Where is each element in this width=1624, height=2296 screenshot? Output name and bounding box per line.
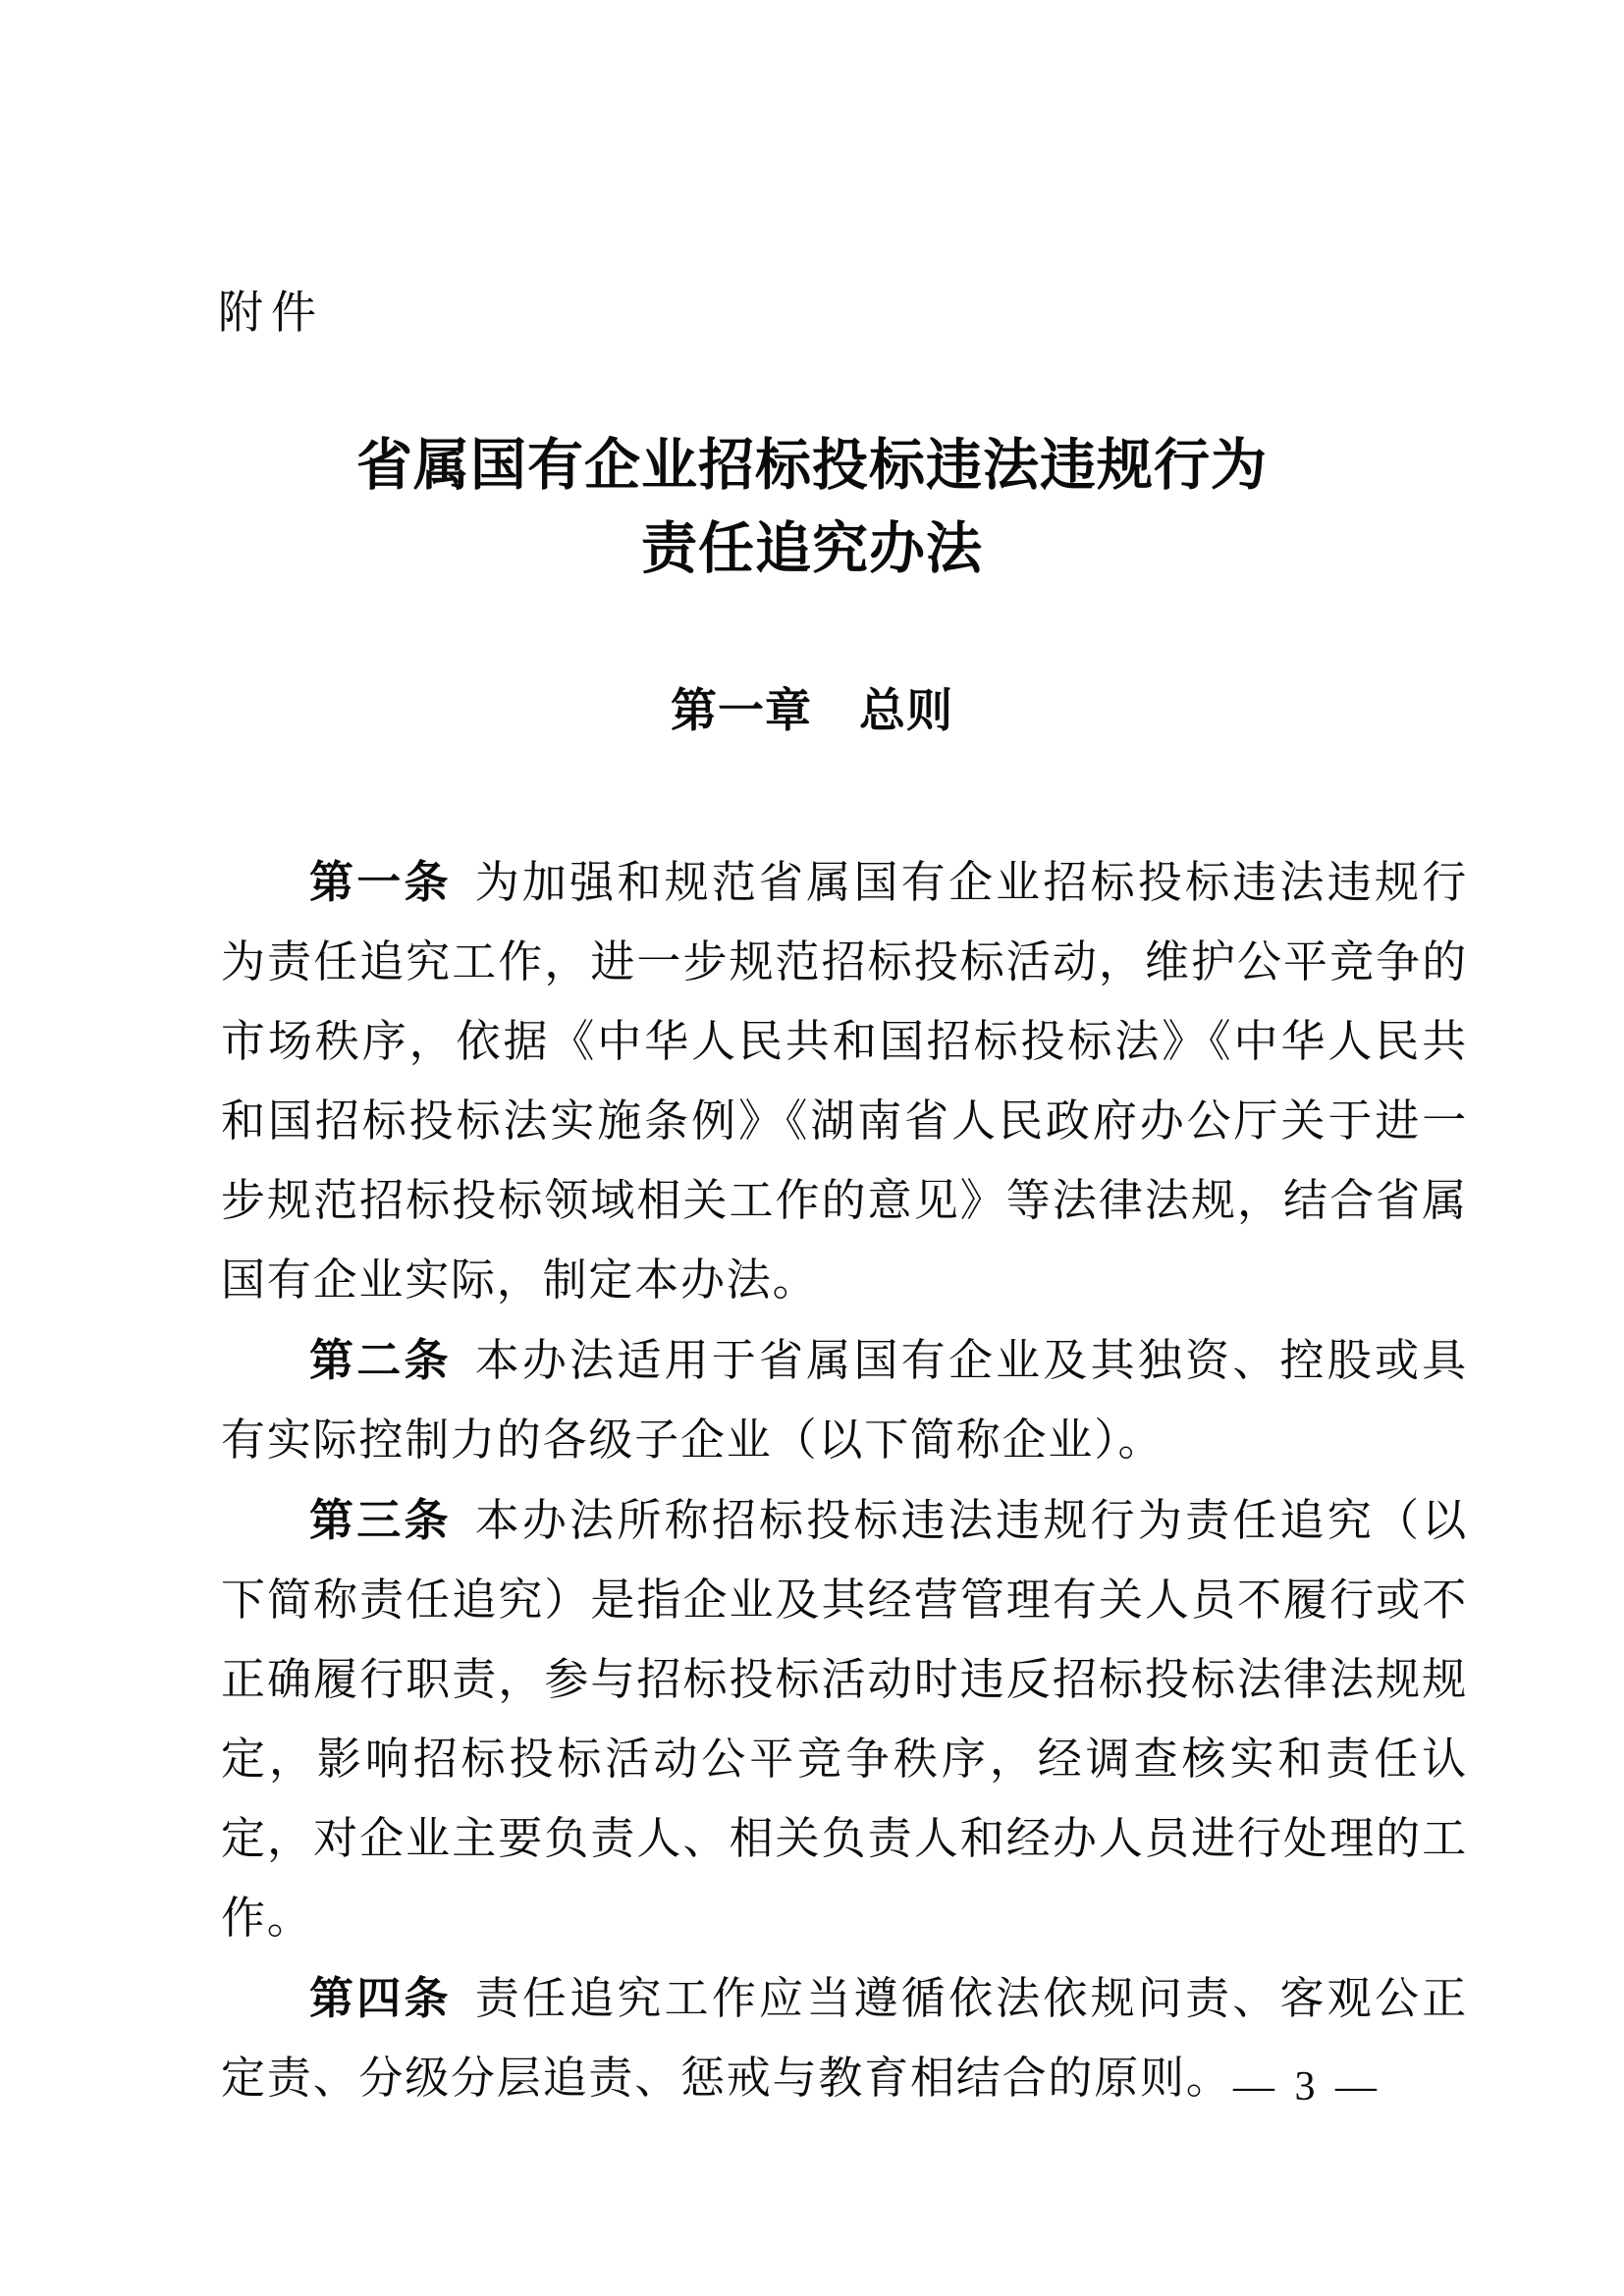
- attachment-label: 附件: [218, 288, 324, 338]
- page-number: — 3 —: [1233, 2064, 1381, 2109]
- document-title-line-2: 责任追究办法: [641, 517, 983, 580]
- article-1-number: 第一条: [309, 857, 452, 907]
- paragraph-article-1: [221, 842, 1468, 1320]
- article-3-text: 本办法所称招标投标违法违规行为责任追究（以下简称责任追究）是指企业及其经营管理有关人员不履行或不正确履行职责，参与招标投标活动时违反招标投标法律法规规定，影响招标投标活动公平竞争秩序，经调查核实和责任认定，对企业主要负责人、相关负责人和经办人员进行处理的工作。: [221, 1496, 1468, 1943]
- chapter-heading: 第一章 总则: [671, 684, 953, 736]
- document-title: [189, 424, 1435, 591]
- document-title-line-1: 省属国有企业招标投标违法违规行为: [356, 434, 1268, 497]
- article-3-number: 第三条: [309, 1495, 452, 1545]
- article-2-text: 本办法适用于省属国有企业及其独资、控股或具有实际控制力的各级子企业（以下简称企业）。: [221, 1336, 1468, 1465]
- article-1-text: 为加强和规范省属国有企业招标投标违法违规行为责任追究工作，进一步规范招标投标活动，维护公平竞争的市场秩序，依据《中华人民共和国招标投标法》《中华人民共和国招标投标法实施条例》《湖南省人民政府办公厅关于进一步规范招标投标领域相关工作的意见》等法律法规，结合省属国有企业实际，制定本办法。: [221, 858, 1468, 1305]
- article-4-number: 第四条: [309, 1973, 452, 2023]
- paragraph-article-3: [221, 1480, 1468, 1958]
- article-2-number: 第二条: [309, 1335, 452, 1385]
- paragraph-article-2: [221, 1320, 1468, 1480]
- document-body: [221, 842, 1468, 2118]
- article-4-text: 责任追究工作应当遵循依法依规问责、客观公正定责、分级分层追责、惩戒与教育相结合的原则。: [221, 1974, 1468, 2103]
